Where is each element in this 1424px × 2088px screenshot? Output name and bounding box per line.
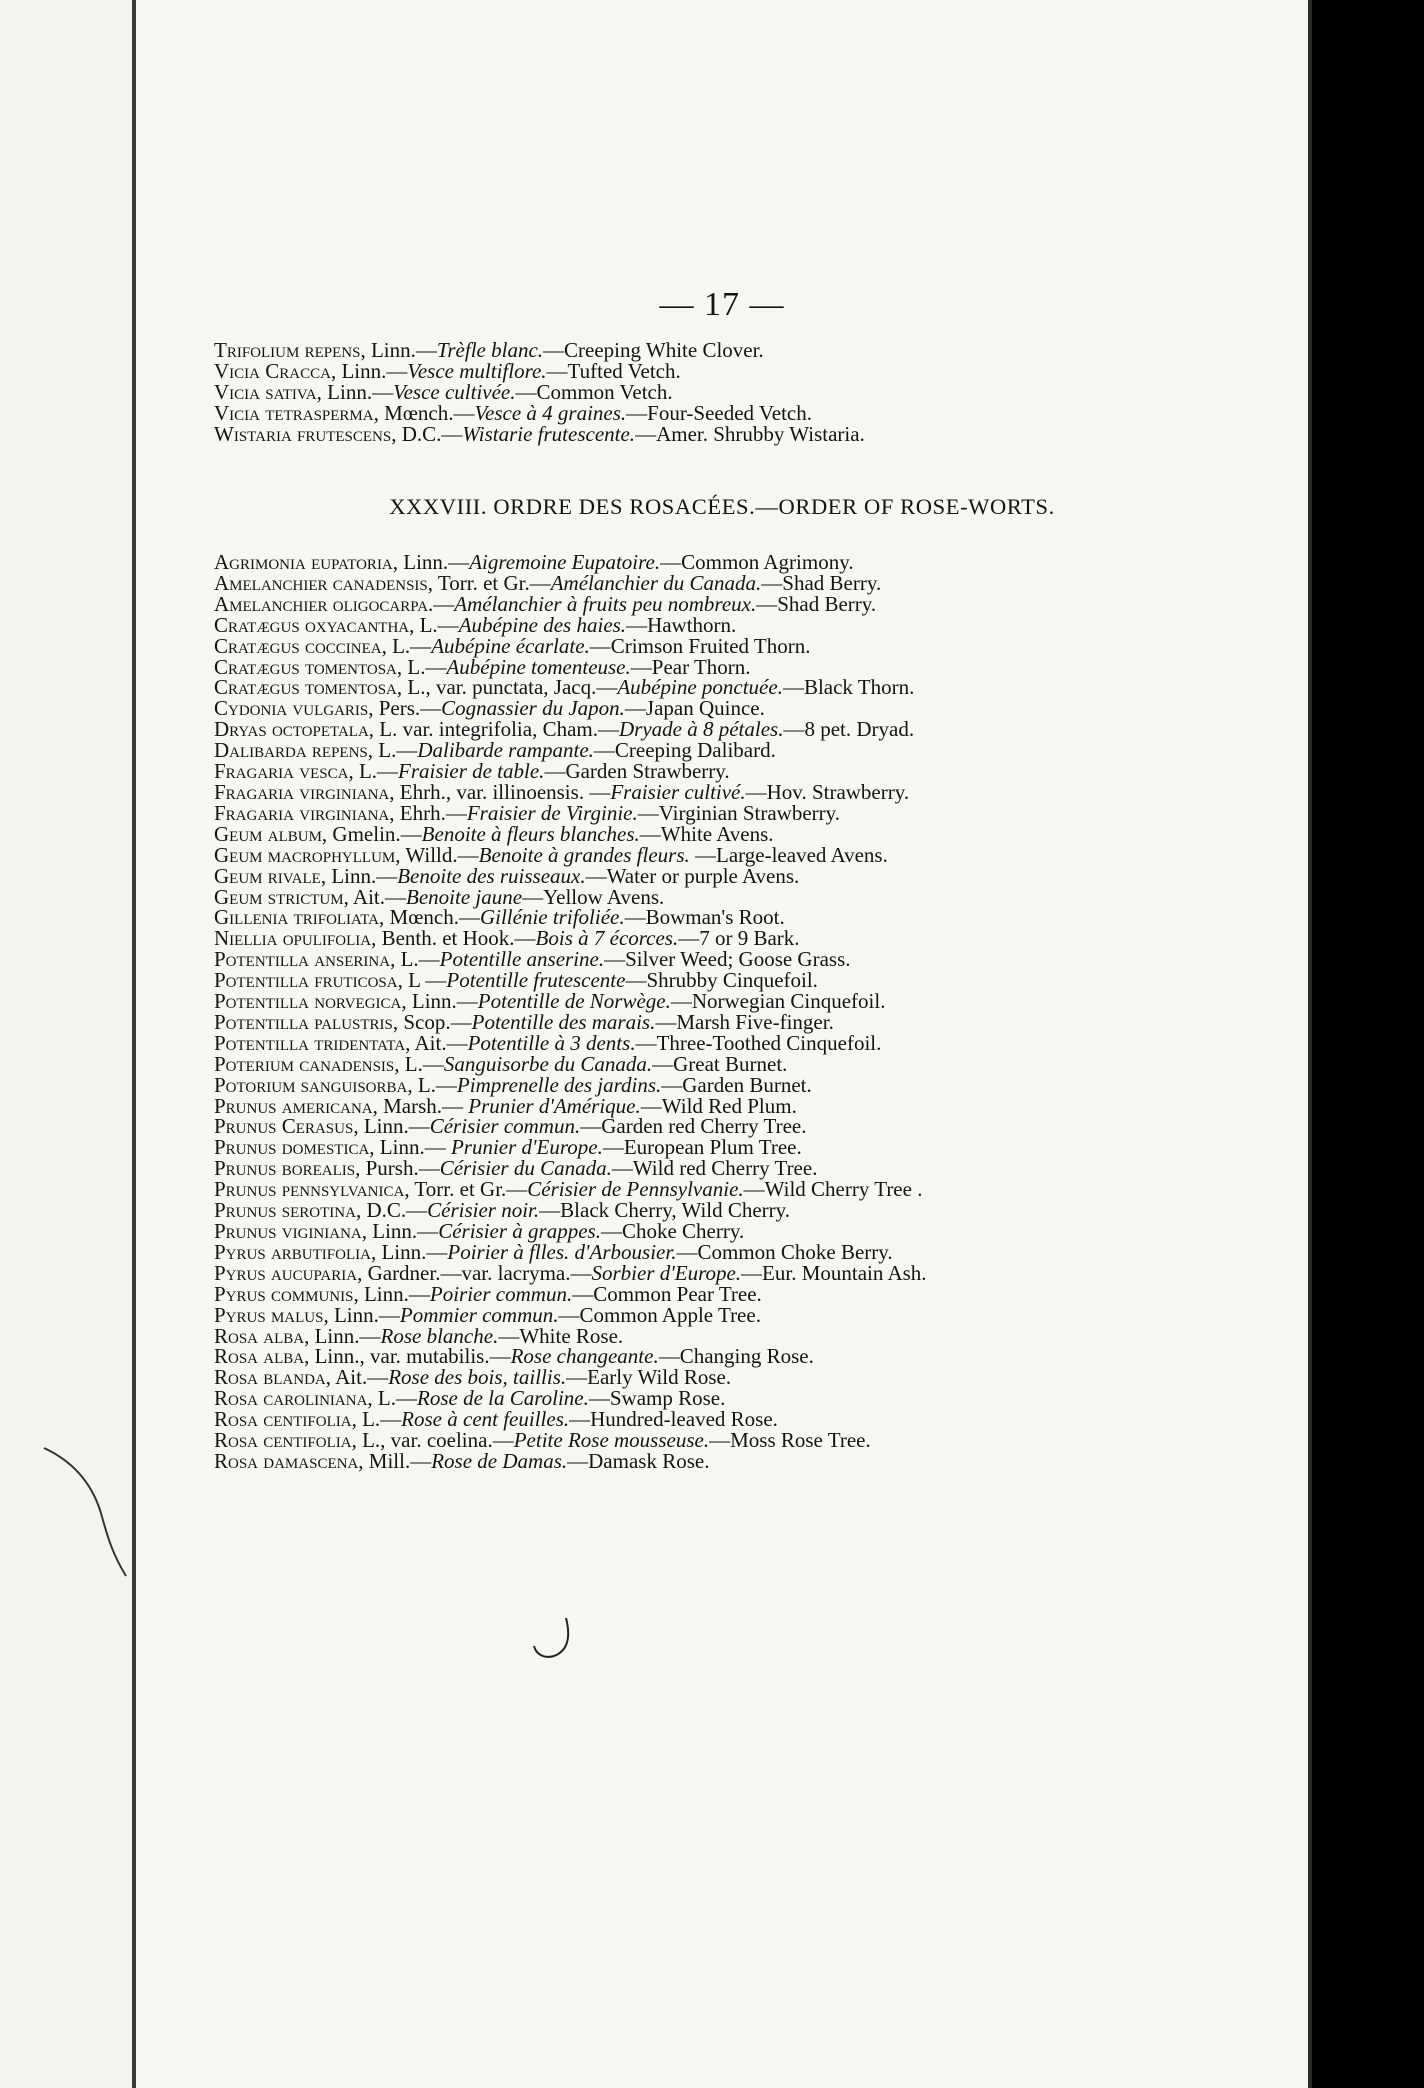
continued-entries-list	[214, 340, 1224, 445]
english-name: —Early Wild Rose.	[566, 1365, 732, 1390]
latin-name: Dryas octopetala	[214, 717, 369, 742]
english-name: —Large-leaved Avens.	[689, 842, 888, 867]
french-name: Poirier à flles. d'Arbousier.	[447, 1239, 677, 1264]
french-name: Amélanchier à fruits peu nombreux.	[454, 591, 757, 616]
botanical-entry	[214, 1093, 1224, 1118]
botanical-entry	[214, 740, 1224, 761]
botanical-entry	[214, 1430, 1224, 1451]
latin-name: Poterium canadensis	[214, 1051, 395, 1076]
english-name: —Common Vetch.	[515, 379, 673, 404]
english-name: —Tufted Vetch.	[546, 358, 681, 383]
authority: .—	[428, 591, 455, 616]
english-name: —Pear Thorn.	[630, 654, 751, 679]
authority: , L., var. punctata, Jacq.—	[396, 675, 618, 700]
botanical-entry	[214, 863, 1224, 888]
authority: , Scop.—	[392, 1009, 472, 1034]
botanical-entry	[214, 1239, 1224, 1264]
latin-name: Prunus Cerasus	[214, 1114, 354, 1139]
english-name: —Marsh Five-finger.	[655, 1009, 834, 1034]
authority: , L. var. integrifolia, Cham.—	[368, 717, 619, 742]
english-name: —Water or purple Avens.	[585, 863, 800, 888]
french-name: Cérisier commun.	[429, 1114, 581, 1139]
botanical-entry	[214, 677, 1224, 698]
botanical-entry	[214, 1281, 1224, 1306]
botanical-entry	[214, 1448, 1224, 1473]
latin-name: Rosa alba	[214, 1323, 305, 1348]
french-name: Pommier commun.	[399, 1302, 559, 1327]
english-name: —Wild red Cherry Tree.	[611, 1156, 818, 1181]
french-name: Wistarie frutescente.	[462, 421, 636, 446]
english-name: —Amer. Shrubby Wistaria.	[635, 421, 865, 446]
page-number: — 17 —	[659, 286, 785, 323]
authority: , L.—	[381, 633, 432, 658]
french-name: Rose changeante.	[510, 1344, 659, 1369]
french-name: Fraisier cultivé.	[610, 779, 746, 804]
english-name: —Garden Strawberry.	[544, 759, 730, 784]
botanical-entry	[214, 800, 1224, 825]
botanical-entry	[214, 991, 1224, 1012]
english-name: —Hov. Strawberry.	[745, 779, 910, 804]
english-name: —Garden Burnet.	[661, 1072, 812, 1097]
latin-name: Trifolium repens	[214, 338, 361, 362]
botanical-entry	[214, 928, 1224, 949]
authority: , Linn.—	[353, 1281, 430, 1306]
authority: , Linn.—	[361, 1219, 439, 1243]
english-name: —7 or 9 Bark.	[678, 926, 800, 951]
botanical-entry	[214, 633, 1224, 658]
french-name: Prunier d'Amérique.	[468, 1093, 641, 1118]
french-name: Aigremoine Eupatoire.	[469, 550, 661, 574]
authority: , Linn.—	[323, 1302, 400, 1327]
french-name: Dryade à 8 pétales.	[619, 717, 784, 742]
authority: , L.—	[367, 1386, 417, 1411]
botanical-entry	[214, 1367, 1224, 1388]
botanical-entry	[214, 949, 1224, 970]
latin-name: Amelanchier canadensis	[214, 570, 428, 595]
latin-name: Potentilla norvegica	[214, 989, 402, 1014]
latin-name: Vicia tetrasperma	[214, 400, 374, 425]
botanical-entry	[214, 379, 1224, 404]
latin-name: Pyrus malus	[214, 1302, 324, 1327]
authority: , Linn., var. mutabilis.—	[304, 1344, 511, 1369]
latin-name: Potentilla anserina	[214, 947, 391, 972]
authority: , Ait.—	[405, 1030, 468, 1055]
botanical-entry	[214, 1346, 1224, 1367]
french-name: Trèfle blanc.	[436, 338, 544, 362]
authority: , Linn.—	[370, 1239, 448, 1264]
latin-name: Potorium sanguisorba	[214, 1072, 408, 1097]
latin-name: Prunus americana	[214, 1093, 373, 1118]
authority: , Linn.—	[360, 338, 437, 362]
french-name: Benoite à fleurs blanches.	[421, 821, 640, 846]
botanical-entry	[214, 340, 1224, 361]
botanical-entry	[214, 698, 1224, 719]
english-name: —Shad Berry.	[756, 591, 877, 616]
french-name: Potentille à 3 dents.	[467, 1030, 636, 1055]
latin-name: Prunus domestica	[214, 1135, 370, 1160]
authority: , Linn.—	[330, 358, 408, 383]
botanical-entry	[214, 591, 1224, 616]
book-page	[136, 0, 1308, 2088]
french-name: Fraisier de Virginie.	[466, 800, 638, 825]
english-name: —Damask Rose.	[567, 1448, 710, 1473]
latin-name: Rosa blanda	[214, 1365, 326, 1390]
authority: , Torr. et Gr.—	[404, 1177, 528, 1202]
french-name: Aubépine tomenteuse.	[446, 654, 631, 679]
authority: , Marsh.—	[372, 1093, 469, 1118]
french-name: Aubépine des haies.	[458, 612, 627, 637]
latin-name: Fragaria vesca	[214, 759, 349, 784]
english-name: —Silver Weed; Goose Grass.	[604, 947, 851, 972]
french-name: Petite Rose mousseuse.	[513, 1428, 710, 1453]
authority: , Linn.—	[401, 989, 478, 1014]
english-name: —Wild Cherry Tree .	[743, 1177, 923, 1202]
authority: , Linn.—	[320, 863, 398, 888]
botanical-entry	[214, 907, 1224, 928]
botanical-entry	[214, 821, 1224, 846]
french-name: Benoite jaune	[406, 884, 523, 909]
english-name: —Eur. Mountain Ash.	[741, 1260, 927, 1285]
botanical-entry	[214, 570, 1224, 595]
botanical-entry	[214, 1260, 1224, 1285]
botanical-entry	[214, 1030, 1224, 1055]
french-name: Rose à cent feuilles.	[401, 1407, 570, 1432]
pen-mark-hook	[526, 1614, 586, 1664]
english-name: —Hawthorn.	[626, 612, 737, 637]
latin-name: Geum macrophyllum	[214, 842, 396, 867]
latin-name: Pyrus communis	[214, 1281, 354, 1306]
authority: , Gardner.—var. lacryma.—	[357, 1260, 592, 1285]
authority: , Pers.—	[368, 696, 442, 721]
latin-name: Rosa damascena	[214, 1448, 359, 1473]
french-name: Cérisier à grappes.	[438, 1219, 601, 1243]
french-name: Cognassier du Japon.	[441, 696, 625, 721]
english-name: —Bowman's Root.	[624, 905, 785, 930]
authority: , Linn.—	[369, 1135, 451, 1160]
authority: , L.—	[351, 1407, 402, 1432]
botanical-entry	[214, 884, 1224, 909]
latin-name: Cydonia vulgaris	[214, 696, 369, 721]
english-name: —Hundred-leaved Rose.	[569, 1407, 778, 1432]
latin-name: Cratægus coccinea	[214, 633, 382, 658]
latin-name: Rosa centifolia	[214, 1407, 352, 1432]
botanical-entry	[214, 552, 1224, 573]
authority: , Ait.—	[325, 1365, 389, 1390]
latin-name: Vicia sativa	[214, 379, 317, 404]
latin-name: Rosa caroliniana	[214, 1386, 368, 1411]
french-name: Dalibarde rampante.	[417, 738, 594, 763]
authority: , L.—	[407, 1072, 457, 1097]
botanical-entry	[214, 358, 1224, 383]
botanical-entry	[214, 1323, 1224, 1348]
authority: , L.—	[409, 612, 459, 637]
english-name: —White Rose.	[498, 1323, 624, 1348]
authority: , L., var. coelina.—	[351, 1428, 514, 1453]
botanical-entry	[214, 612, 1224, 637]
latin-name: Fragaria virginiana	[214, 779, 390, 804]
english-name: —Common Pear Tree.	[572, 1281, 762, 1306]
botanical-entry	[214, 654, 1224, 679]
english-name: —Creeping White Clover.	[543, 338, 764, 362]
botanical-entry	[214, 1072, 1224, 1097]
pen-mark-scribble	[40, 1440, 130, 1580]
botanical-entry	[214, 1302, 1224, 1327]
french-name: Rose de Damas.	[431, 1448, 568, 1473]
botanical-entry	[214, 1137, 1224, 1158]
botanical-entry	[214, 1116, 1224, 1137]
authority: , Benth. et Hook.—	[371, 926, 536, 951]
botanical-entry	[214, 970, 1224, 991]
french-name: Potentille anserine.	[439, 947, 605, 972]
french-name: Pimprenelle des jardins.	[456, 1072, 662, 1097]
latin-name: Pyrus arbutifolia	[214, 1239, 371, 1264]
english-name: —Common Choke Berry.	[676, 1239, 893, 1264]
english-name: —Virginian Strawberry.	[637, 800, 841, 825]
authority: , Mill.—	[358, 1448, 432, 1473]
authority: , Mœnch.—	[373, 400, 475, 425]
latin-name: Vicia Cracca	[214, 358, 331, 383]
french-name: Vesce à 4 graines.	[474, 400, 627, 425]
latin-name: Rosa centifolia	[214, 1428, 352, 1453]
french-name: Potentille frutescente	[446, 968, 626, 993]
authority: , Ait.—	[343, 884, 407, 909]
latin-name: Amelanchier oligocarpa	[214, 591, 429, 616]
latin-name: Rosa alba	[214, 1344, 305, 1369]
french-name: Fraisier de table.	[398, 759, 545, 784]
french-name: Sorbier d'Europe.	[591, 1260, 742, 1285]
english-name: —Moss Rose Tree.	[709, 1428, 871, 1453]
authority: , L.—	[396, 654, 447, 679]
english-name: —Yellow Avens.	[522, 884, 665, 909]
latin-name: Geum album	[214, 821, 322, 846]
botanical-entry	[214, 842, 1224, 867]
french-name: Vesce cultivée.	[393, 379, 516, 404]
french-name: Amélanchier du Canada.	[550, 570, 762, 595]
authority: , Pursh.—	[355, 1156, 440, 1181]
latin-name: Pyrus aucuparia	[214, 1260, 358, 1285]
authority: , Ehrh.—	[389, 800, 467, 825]
english-name: —European Plum Tree.	[602, 1135, 802, 1160]
authority: , Torr. et Gr.—	[427, 570, 551, 595]
authority: , Linn.—	[353, 1114, 430, 1139]
french-name: Sanguisorbe du Canada.	[443, 1051, 653, 1076]
latin-name: Prunus serotina	[214, 1198, 356, 1223]
english-name: —Four-Seeded Vetch.	[626, 400, 812, 425]
french-name: Rose blanche.	[380, 1323, 499, 1348]
botanical-entry	[214, 1158, 1224, 1179]
authority: , L.—	[367, 738, 418, 763]
french-name: Benoite à grandes fleurs.	[478, 842, 690, 867]
adjacent-page-margin	[0, 0, 132, 2088]
latin-name: Cratægus oxyacantha	[214, 612, 410, 637]
authority: , Gmelin.—	[321, 821, 422, 846]
authority: , Willd.—	[395, 842, 479, 867]
botanical-entry	[214, 400, 1224, 425]
french-name: Rose de la Caroline.	[417, 1386, 589, 1411]
latin-name: Dalibarda repens	[214, 738, 368, 763]
authority: , L.—	[390, 947, 440, 972]
english-name: —Choke Cherry.	[600, 1219, 745, 1243]
english-name: —White Avens.	[639, 821, 774, 846]
french-name: Benoite des ruisseaux.	[397, 863, 586, 888]
authority: , Linn.—	[392, 550, 470, 574]
botanical-entry	[214, 1009, 1224, 1034]
botanical-entry	[214, 421, 1224, 446]
english-name: —Crimson Fruited Thorn.	[589, 633, 811, 658]
latin-name: Agrimonia eupatoria	[214, 550, 393, 574]
english-name: —Swamp Rose.	[588, 1386, 726, 1411]
french-name: Aubépine écarlate.	[431, 633, 590, 658]
latin-name: Cratægus tomentosa	[214, 654, 397, 679]
authority: , Linn.—	[316, 379, 394, 404]
latin-name: Prunus borealis	[214, 1156, 356, 1181]
latin-name: Geum rivale	[214, 863, 321, 888]
english-name: —Shad Berry.	[761, 570, 882, 595]
authority: , D.C.—	[355, 1198, 428, 1223]
botanical-entry	[214, 779, 1224, 804]
english-name: —Common Agrimony.	[660, 550, 854, 574]
authority: , D.C.—	[391, 421, 463, 446]
latin-name: Prunus pennsylvanica	[214, 1177, 405, 1202]
latin-name: Cratægus tomentosa	[214, 675, 397, 700]
french-name: Rose des bois, taillis.	[388, 1365, 567, 1390]
latin-name: Potentilla fruticosa	[214, 968, 398, 993]
english-name: —Black Thorn.	[782, 675, 915, 700]
french-name: Cérisier du Canada.	[439, 1156, 612, 1181]
french-name: Cérisier de Pennsylvanie.	[527, 1177, 744, 1202]
latin-name: Wistaria frutescens	[214, 421, 392, 446]
english-name: —Great Burnet.	[652, 1051, 788, 1076]
english-name: —Garden red Cherry Tree.	[580, 1114, 807, 1139]
english-name: —Japan Quince.	[624, 696, 765, 721]
authority: , L.—	[394, 1051, 444, 1076]
botanical-entry	[214, 1388, 1224, 1409]
french-name: Gillénie trifoliée.	[479, 905, 625, 930]
french-name: Potentille de Norwège.	[477, 989, 671, 1014]
english-name: —Wild Red Plum.	[640, 1093, 797, 1118]
english-name: —Common Apple Tree.	[558, 1302, 761, 1327]
latin-name: Potentilla tridentata	[214, 1030, 406, 1055]
botanical-entry	[214, 719, 1224, 740]
english-name: —Shrubby Cinquefoil.	[625, 968, 818, 993]
english-name: —8 pet. Dryad.	[783, 717, 915, 742]
botanical-entry	[214, 1200, 1224, 1221]
authority: , L —	[397, 968, 447, 993]
french-name: Vesce multiflore.	[407, 358, 547, 383]
english-name: —Three-Toothed Cinquefoil.	[635, 1030, 882, 1055]
botanical-entry	[214, 1179, 1224, 1200]
french-name: Potentille des marais.	[471, 1009, 656, 1034]
english-name: —Creeping Dalibard.	[593, 738, 776, 763]
rosaceae-entries-list	[214, 552, 1224, 1472]
authority: , Linn.—	[304, 1323, 381, 1348]
authority: , Ehrh., var. illinoensis. —	[389, 779, 611, 804]
french-name: Cérisier noir.	[427, 1198, 540, 1223]
botanical-entry	[214, 1221, 1224, 1242]
page-edge-shadow-right	[1308, 0, 1312, 2088]
section-heading: XXXVIII. ORDRE DES ROSACÉES.—ORDER OF ROSE-WORTS.	[389, 494, 1055, 519]
english-name: —Black Cherry, Wild Cherry.	[539, 1198, 791, 1223]
authority: , Mœnch.—	[379, 905, 480, 930]
french-name: Poirier commun.	[429, 1281, 573, 1306]
french-name: Bois à 7 écorces.	[535, 926, 679, 951]
authority: , L.—	[348, 759, 399, 784]
botanical-entry	[214, 1051, 1224, 1076]
english-name: —Norwegian Cinquefoil.	[670, 989, 886, 1014]
botanical-entry	[214, 1409, 1224, 1430]
english-name: —Changing Rose.	[658, 1344, 814, 1369]
latin-name: Fragaria virginiana	[214, 800, 390, 825]
latin-name: Gillenia trifoliata	[214, 905, 380, 930]
botanical-entry	[214, 761, 1224, 782]
latin-name: Prunus viginiana	[214, 1219, 362, 1243]
french-name: Aubépine ponctuée.	[617, 675, 783, 700]
latin-name: Niellia opulifolia	[214, 926, 372, 951]
french-name: Prunier d'Europe.	[450, 1135, 603, 1160]
latin-name: Potentilla palustris	[214, 1009, 393, 1034]
latin-name: Geum strictum	[214, 884, 344, 909]
